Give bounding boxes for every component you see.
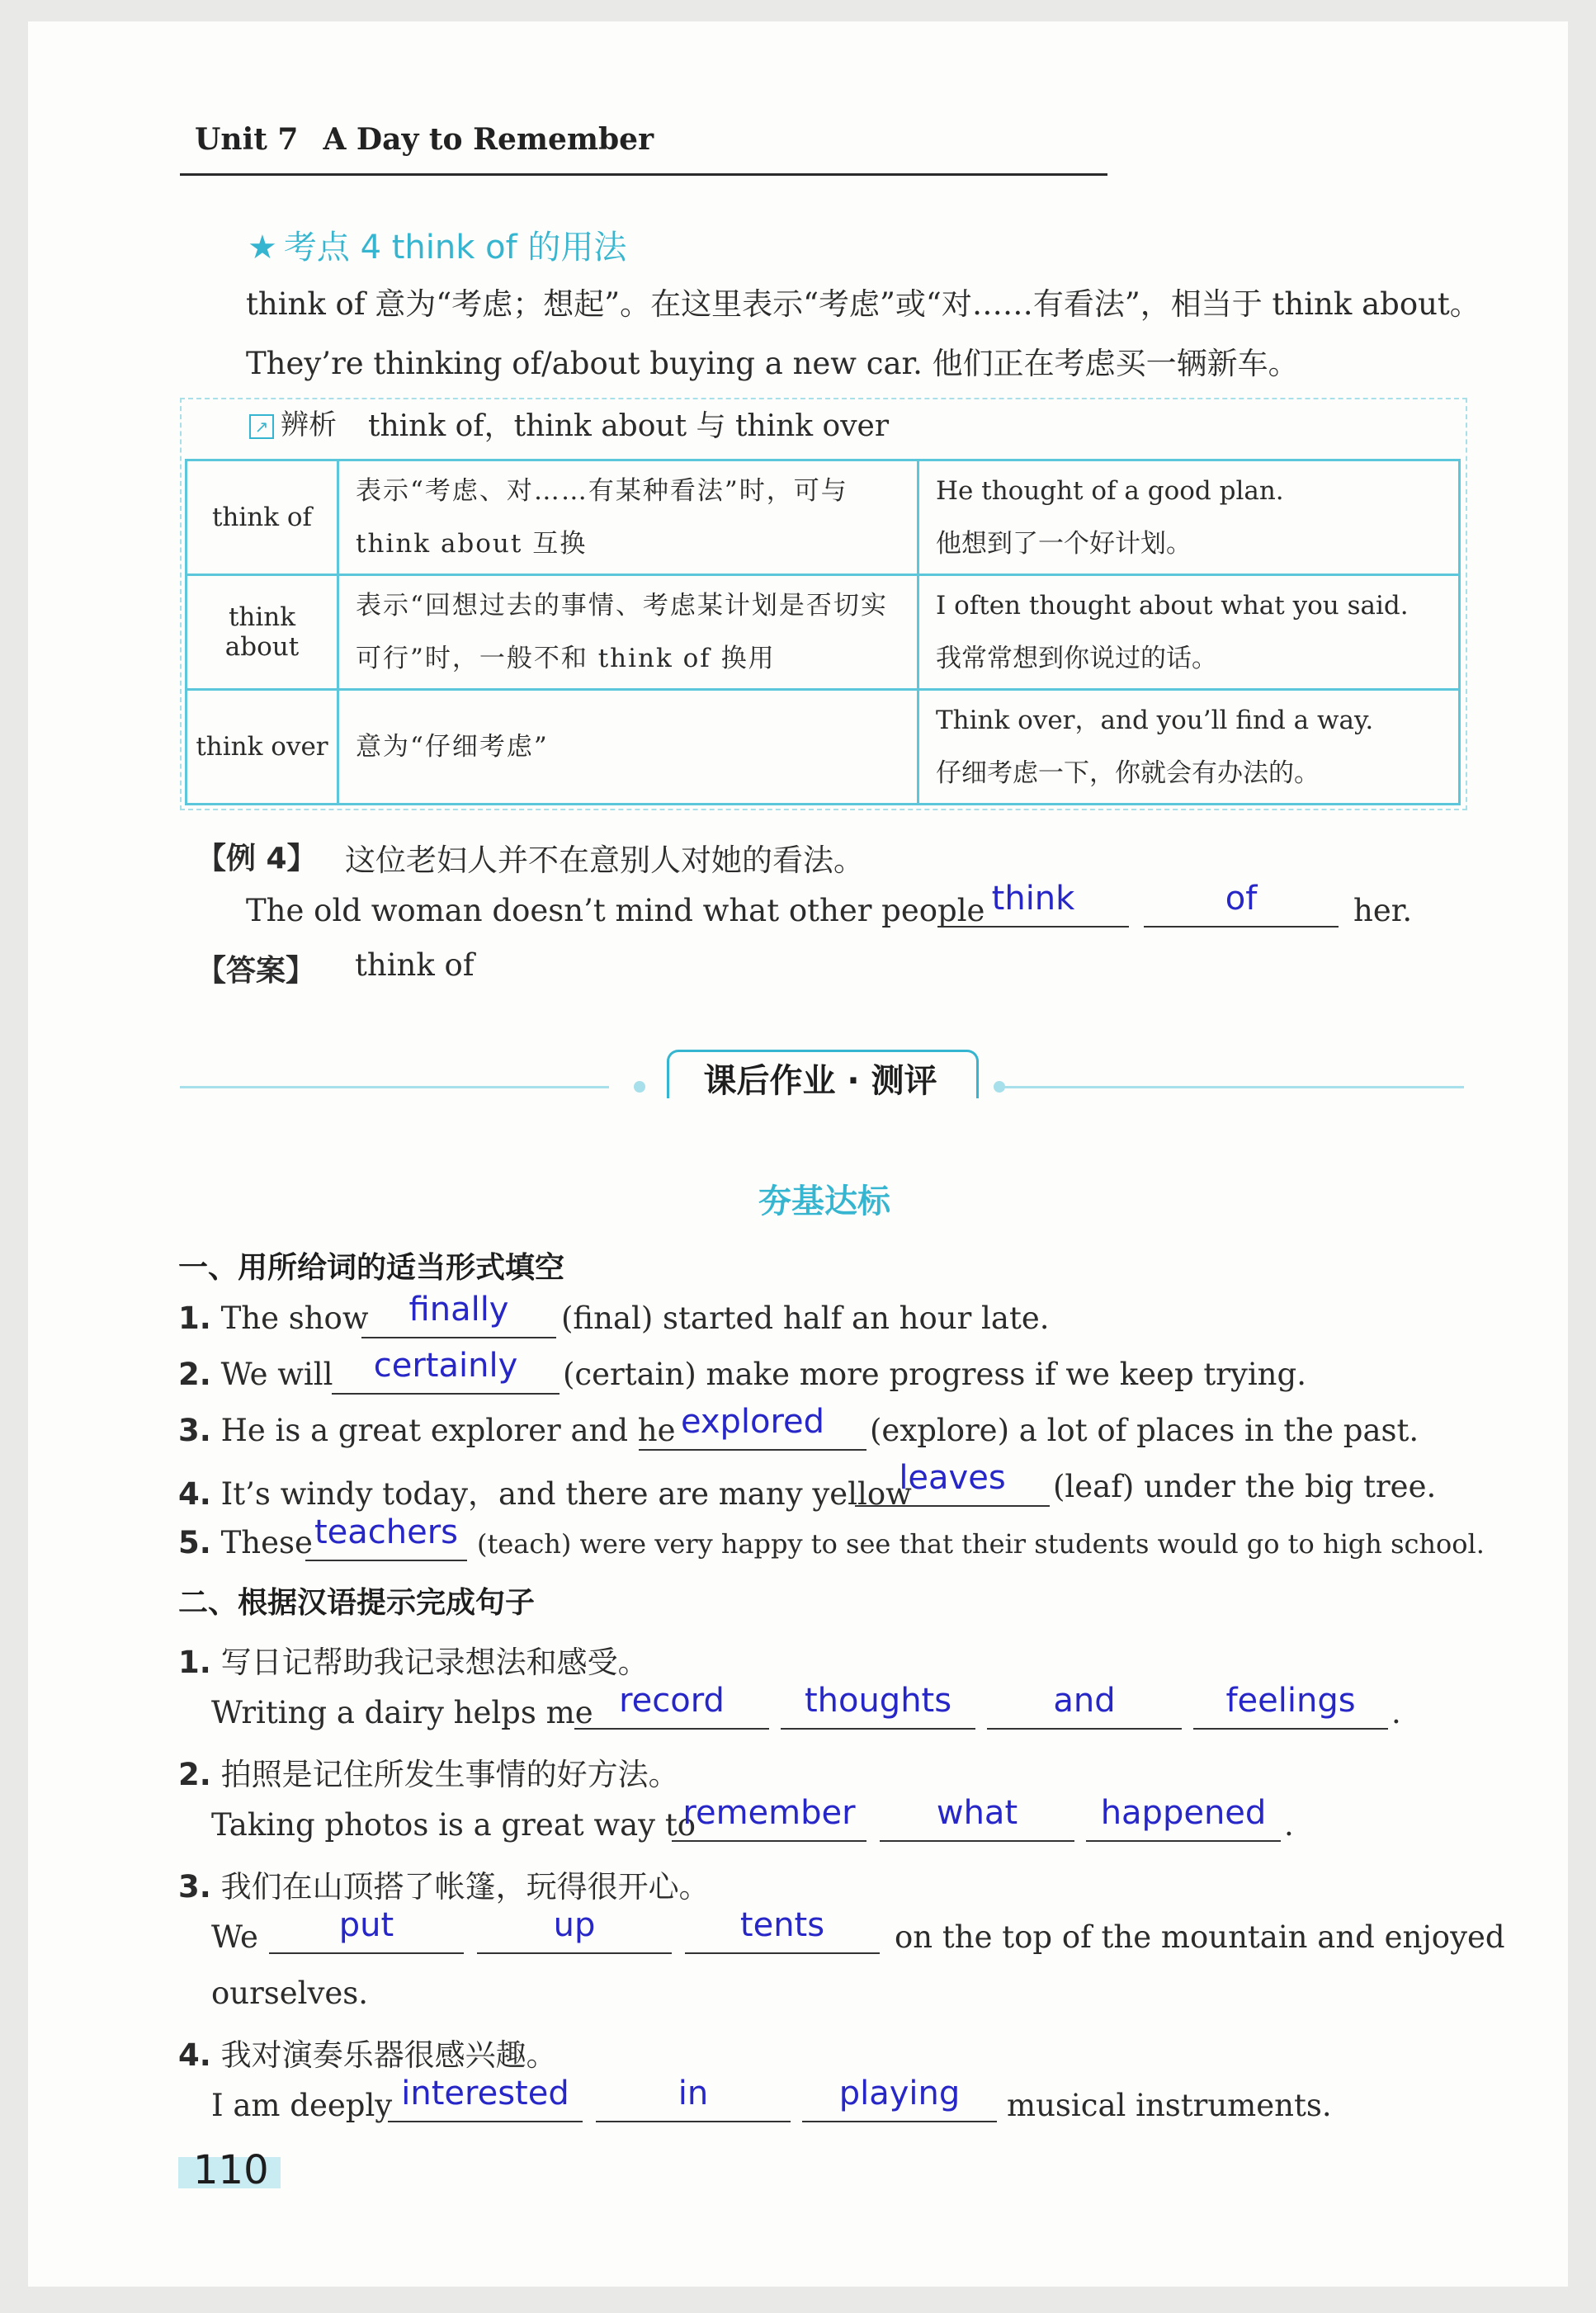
section-title: 课后作业 · 测评 — [703, 1062, 937, 1100]
answer-blank[interactable] — [477, 1952, 672, 1954]
question-text-tail: . — [1284, 1807, 1294, 1843]
table-example-cn: 他想到了一个好计划。 — [936, 529, 1192, 559]
question-number: 1. — [178, 1645, 211, 1680]
question-number: 4. — [178, 2037, 211, 2073]
question-number: 1. — [178, 1300, 211, 1336]
unit-title: A Day to Remember — [323, 122, 654, 157]
key-point-title-text: 考点 4 think of 的用法 — [283, 229, 627, 267]
table-example-cn: 仔细考虑一下，你就会有办法的。 — [936, 758, 1320, 788]
question-4-prompt — [178, 2030, 557, 2075]
answer-blank[interactable] — [269, 1952, 464, 1954]
handwritten-answer: and — [1053, 1682, 1116, 1720]
question-text: We will — [220, 1357, 333, 1392]
question-text-tail: (teach) were very happy to see that their students would go to high school. — [477, 1528, 1485, 1560]
handwritten-answer: of — [1225, 880, 1258, 918]
question-1 — [178, 1300, 369, 1336]
question-number: 5. — [178, 1525, 211, 1560]
handwritten-answer: feelings — [1225, 1682, 1356, 1720]
handwritten-answer: tents — [739, 1906, 825, 1944]
question-number: 3. — [178, 1869, 211, 1905]
divider-dot — [634, 1081, 645, 1093]
question-2-prompt — [178, 1749, 679, 1794]
table-usage — [338, 460, 918, 575]
table-term: think over — [187, 690, 338, 805]
question-text-tail: (leaf) under the big tree. — [1053, 1469, 1437, 1504]
table-usage-line: 可行”时，一般不和 think of 换用 — [356, 644, 776, 673]
answer-blank[interactable] — [781, 1728, 975, 1730]
example-label: 【例 4】 — [196, 842, 317, 876]
question-text-tail: on the top of the mountain and enjoyed — [895, 1919, 1505, 1955]
example-english: The old woman doesn’t mind what other people — [246, 893, 985, 928]
table-usage — [338, 575, 918, 690]
question-text: These — [220, 1525, 313, 1560]
answer-blank[interactable] — [672, 1840, 866, 1842]
table-usage-line: 意为“仔细考虑” — [356, 732, 549, 762]
answer-blank[interactable] — [1086, 1840, 1281, 1842]
answer-blank[interactable] — [361, 1337, 556, 1338]
table-example-en: He thought of a good plan. — [936, 476, 1284, 506]
question-text: We — [211, 1919, 258, 1955]
section-subtitle: 夯基达标 — [758, 1182, 890, 1220]
question-number: 4. — [178, 1476, 211, 1512]
question-text-tail: musical instruments. — [1007, 2088, 1332, 2123]
question-4 — [178, 1469, 912, 1513]
table-example — [918, 575, 1460, 690]
section-divider-left — [180, 1086, 609, 1088]
handwritten-answer: think — [991, 880, 1075, 918]
handwritten-answer: finally — [408, 1291, 509, 1329]
question-text: Taking photos is a great way to — [211, 1807, 696, 1843]
answer-value: think of — [355, 947, 475, 983]
question-text-continued: ourselves. — [211, 1975, 369, 2011]
handwritten-answer: remember — [682, 1794, 856, 1832]
table-example — [918, 690, 1460, 805]
example-chinese: 这位老妇人并不在意别人对她的看法。 — [345, 843, 864, 878]
answer-blank[interactable] — [802, 2121, 997, 2122]
question-text-tail: (certain) make more progress if we keep trying. — [563, 1357, 1306, 1392]
answer-blank[interactable] — [388, 2121, 583, 2122]
analysis-title: think of，think about 与 think over — [368, 409, 890, 443]
question-3 — [178, 1413, 676, 1448]
table-example-en: Think over，and you’ll find a way. — [936, 706, 1374, 735]
answer-blank[interactable] — [596, 2121, 791, 2122]
handwritten-answer: explored — [680, 1403, 825, 1441]
question-text-tail: (final) started half an hour late. — [561, 1300, 1050, 1336]
question-chinese: 我对演奏乐器很感兴趣。 — [220, 2037, 557, 2073]
question-text-tail: (explore) a lot of places in the past. — [870, 1413, 1419, 1448]
table-example-cn: 我常常想到你说过的话。 — [936, 644, 1217, 673]
question-chinese: 拍照是记住所发生事情的好方法。 — [220, 1757, 679, 1792]
answer-blank[interactable] — [880, 1840, 1074, 1842]
question-text: He is a great explorer and he — [220, 1413, 676, 1448]
part1-title: 一、用所给词的适当形式填空 — [178, 1251, 565, 1285]
handwritten-answer: in — [678, 2075, 709, 2112]
table-usage-line: 表示“回想过去的事情、考虑某计划是否切实 — [356, 591, 888, 621]
question-chinese: 我们在山顶搭了帐篷，玩得很开心。 — [220, 1869, 710, 1905]
key-point-title — [248, 221, 626, 268]
handwritten-answer: record — [619, 1682, 725, 1720]
key-point-example: They’re thinking of/about buying a new car. 他们正在考虑买一辆新车。 — [246, 346, 1299, 381]
question-text: Writing a dairy helps me — [211, 1695, 593, 1730]
handwritten-answer: teachers — [314, 1513, 459, 1551]
comparison-table — [185, 459, 1461, 805]
question-text: It’s windy today，and there are many yellow — [220, 1476, 912, 1512]
handwritten-answer: leaves — [899, 1459, 1006, 1497]
question-2 — [178, 1357, 333, 1392]
handwritten-answer: thoughts — [804, 1682, 952, 1720]
analysis-label — [249, 402, 337, 442]
table-row — [187, 690, 1460, 805]
table-term: think of — [187, 460, 338, 575]
unit-number: Unit 7 — [195, 122, 299, 157]
unit-header — [195, 122, 654, 157]
key-point-description: think of 意为“考虑；想起”。在这里表示“考虑”或“对……有看法”，相当于 think about。 — [246, 286, 1480, 322]
answer-blank[interactable] — [639, 1449, 866, 1451]
handwritten-answer: up — [553, 1906, 596, 1944]
edit-arrow-icon: ↗ — [249, 414, 274, 439]
table-usage-line: 表示“考虑、对……有某种看法”时，可与 — [356, 476, 848, 506]
handwritten-answer: interested — [401, 2075, 569, 2112]
answer-blank[interactable] — [1144, 926, 1339, 928]
question-number: 3. — [178, 1413, 211, 1448]
answer-blank[interactable] — [685, 1952, 880, 1954]
handwritten-answer: put — [338, 1906, 394, 1944]
question-text: The show — [220, 1300, 369, 1336]
answer-blank[interactable] — [332, 1393, 560, 1395]
table-usage-line: think about 互换 — [356, 529, 588, 559]
answer-blank[interactable] — [305, 1560, 467, 1561]
handwritten-answer: playing — [838, 2075, 961, 2112]
question-text-tail: . — [1391, 1695, 1401, 1730]
divider-dot — [994, 1081, 1005, 1093]
header-rule — [180, 173, 1107, 176]
table-row — [187, 460, 1460, 575]
part2-title: 二、根据汉语提示完成句子 — [178, 1586, 536, 1620]
question-5 — [178, 1525, 313, 1560]
question-number: 2. — [178, 1357, 211, 1392]
handwritten-answer: happened — [1100, 1794, 1267, 1832]
answer-blank[interactable] — [574, 1728, 769, 1730]
question-chinese: 写日记帮助我记录想法和感受。 — [220, 1645, 649, 1680]
answer-blank[interactable] — [987, 1728, 1182, 1730]
table-example-en: I often thought about what you said. — [936, 591, 1409, 621]
table-term: think about — [187, 575, 338, 690]
handwritten-answer: what — [936, 1794, 1018, 1832]
answer-label: 【答案】 — [196, 954, 316, 988]
question-number: 2. — [178, 1757, 211, 1792]
answer-blank[interactable] — [1193, 1728, 1388, 1730]
question-1-prompt — [178, 1637, 649, 1682]
answer-blank[interactable] — [937, 926, 1129, 928]
answer-blank[interactable] — [855, 1505, 1050, 1507]
table-row — [187, 575, 1460, 690]
example-english-tail: her. — [1353, 893, 1413, 928]
table-usage — [338, 690, 918, 805]
analysis-label-text: 辨析 — [281, 408, 337, 441]
question-3-prompt — [178, 1862, 710, 1906]
section-divider-right — [999, 1086, 1464, 1088]
handwritten-answer: certainly — [373, 1347, 518, 1385]
page-number: 110 — [193, 2147, 269, 2193]
star-icon: ★ — [248, 229, 277, 267]
question-text: I am deeply — [211, 2088, 393, 2123]
table-example — [918, 460, 1460, 575]
